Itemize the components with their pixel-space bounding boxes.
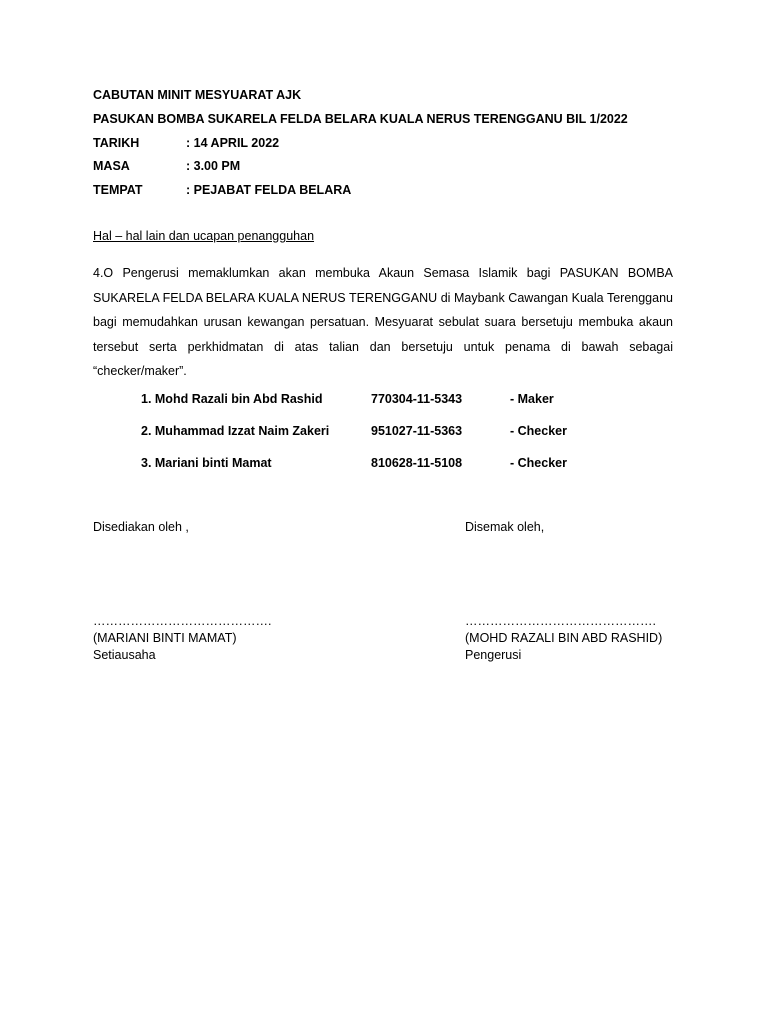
- paragraph-line-3: bagi memudahkan urusan kewangan persatuan. Mesyuarat sebulat suara bersetuju membuka akaun: [93, 315, 673, 329]
- member-name: 3. Mariani binti Mamat: [141, 456, 272, 470]
- checked-by-caption: Disemak oleh,: [465, 520, 545, 534]
- member-name: 2. Muhammad Izzat Naim Zakeri: [141, 424, 330, 438]
- section-title: Hal – hal lain dan ucapan penangguhan: [93, 229, 315, 243]
- meta-label-date: TARIKH: [93, 136, 140, 150]
- paragraph-line-1: 4.O Pengerusi memaklumkan akan membuka Akaun Semasa Islamik bagi PASUKAN BOMBA: [93, 266, 673, 280]
- prepared-by-caption: Disediakan oleh ,: [93, 520, 189, 534]
- member-ic-number: 770304-11-5343: [371, 392, 463, 406]
- signature-line: …………………………………….: [93, 614, 272, 628]
- meta-label-place: TEMPAT: [93, 183, 143, 197]
- meta-label-time: MASA: [93, 159, 130, 173]
- member-role: - Checker: [510, 424, 567, 438]
- heading-line-1: CABUTAN MINIT MESYUARAT AJK: [93, 88, 302, 102]
- meta-value-date: : 14 APRIL 2022: [186, 136, 280, 150]
- heading-line-2: PASUKAN BOMBA SUKARELA FELDA BELARA KUALA NERUS TERENGGANU BIL 1/2022: [93, 112, 628, 126]
- signatory-name: (MARIANI BINTI MAMAT): [93, 631, 237, 645]
- member-ic-number: 951027-11-5363: [371, 424, 463, 438]
- member-role: - Maker: [510, 392, 554, 406]
- signatory-name: (MOHD RAZALI BIN ABD RASHID): [465, 631, 663, 645]
- signatory-title: Setiausaha: [93, 648, 156, 662]
- meta-value-time: : 3.00 PM: [186, 159, 241, 173]
- meta-value-place: : PEJABAT FELDA BELARA: [186, 183, 352, 197]
- signature-line: ……………………………………….: [465, 614, 656, 628]
- member-name: 1. Mohd Razali bin Abd Rashid: [141, 392, 323, 406]
- paragraph-line-4: tersebut serta perkhidmatan di atas talian dan bersetuju untuk penama di bawah sebagai: [93, 339, 673, 354]
- member-ic-number: 810628-11-5108: [371, 456, 463, 470]
- member-role: - Checker: [510, 456, 567, 470]
- paragraph-line-2: SUKARELA FELDA BELARA KUALA NERUS TERENGGANU di Maybank Cawangan Kuala Terengganu: [93, 290, 673, 305]
- minutes-paragraph: [93, 261, 673, 384]
- signatory-title: Pengerusi: [465, 648, 522, 662]
- paragraph-line-5: “checker/maker”.: [93, 364, 187, 378]
